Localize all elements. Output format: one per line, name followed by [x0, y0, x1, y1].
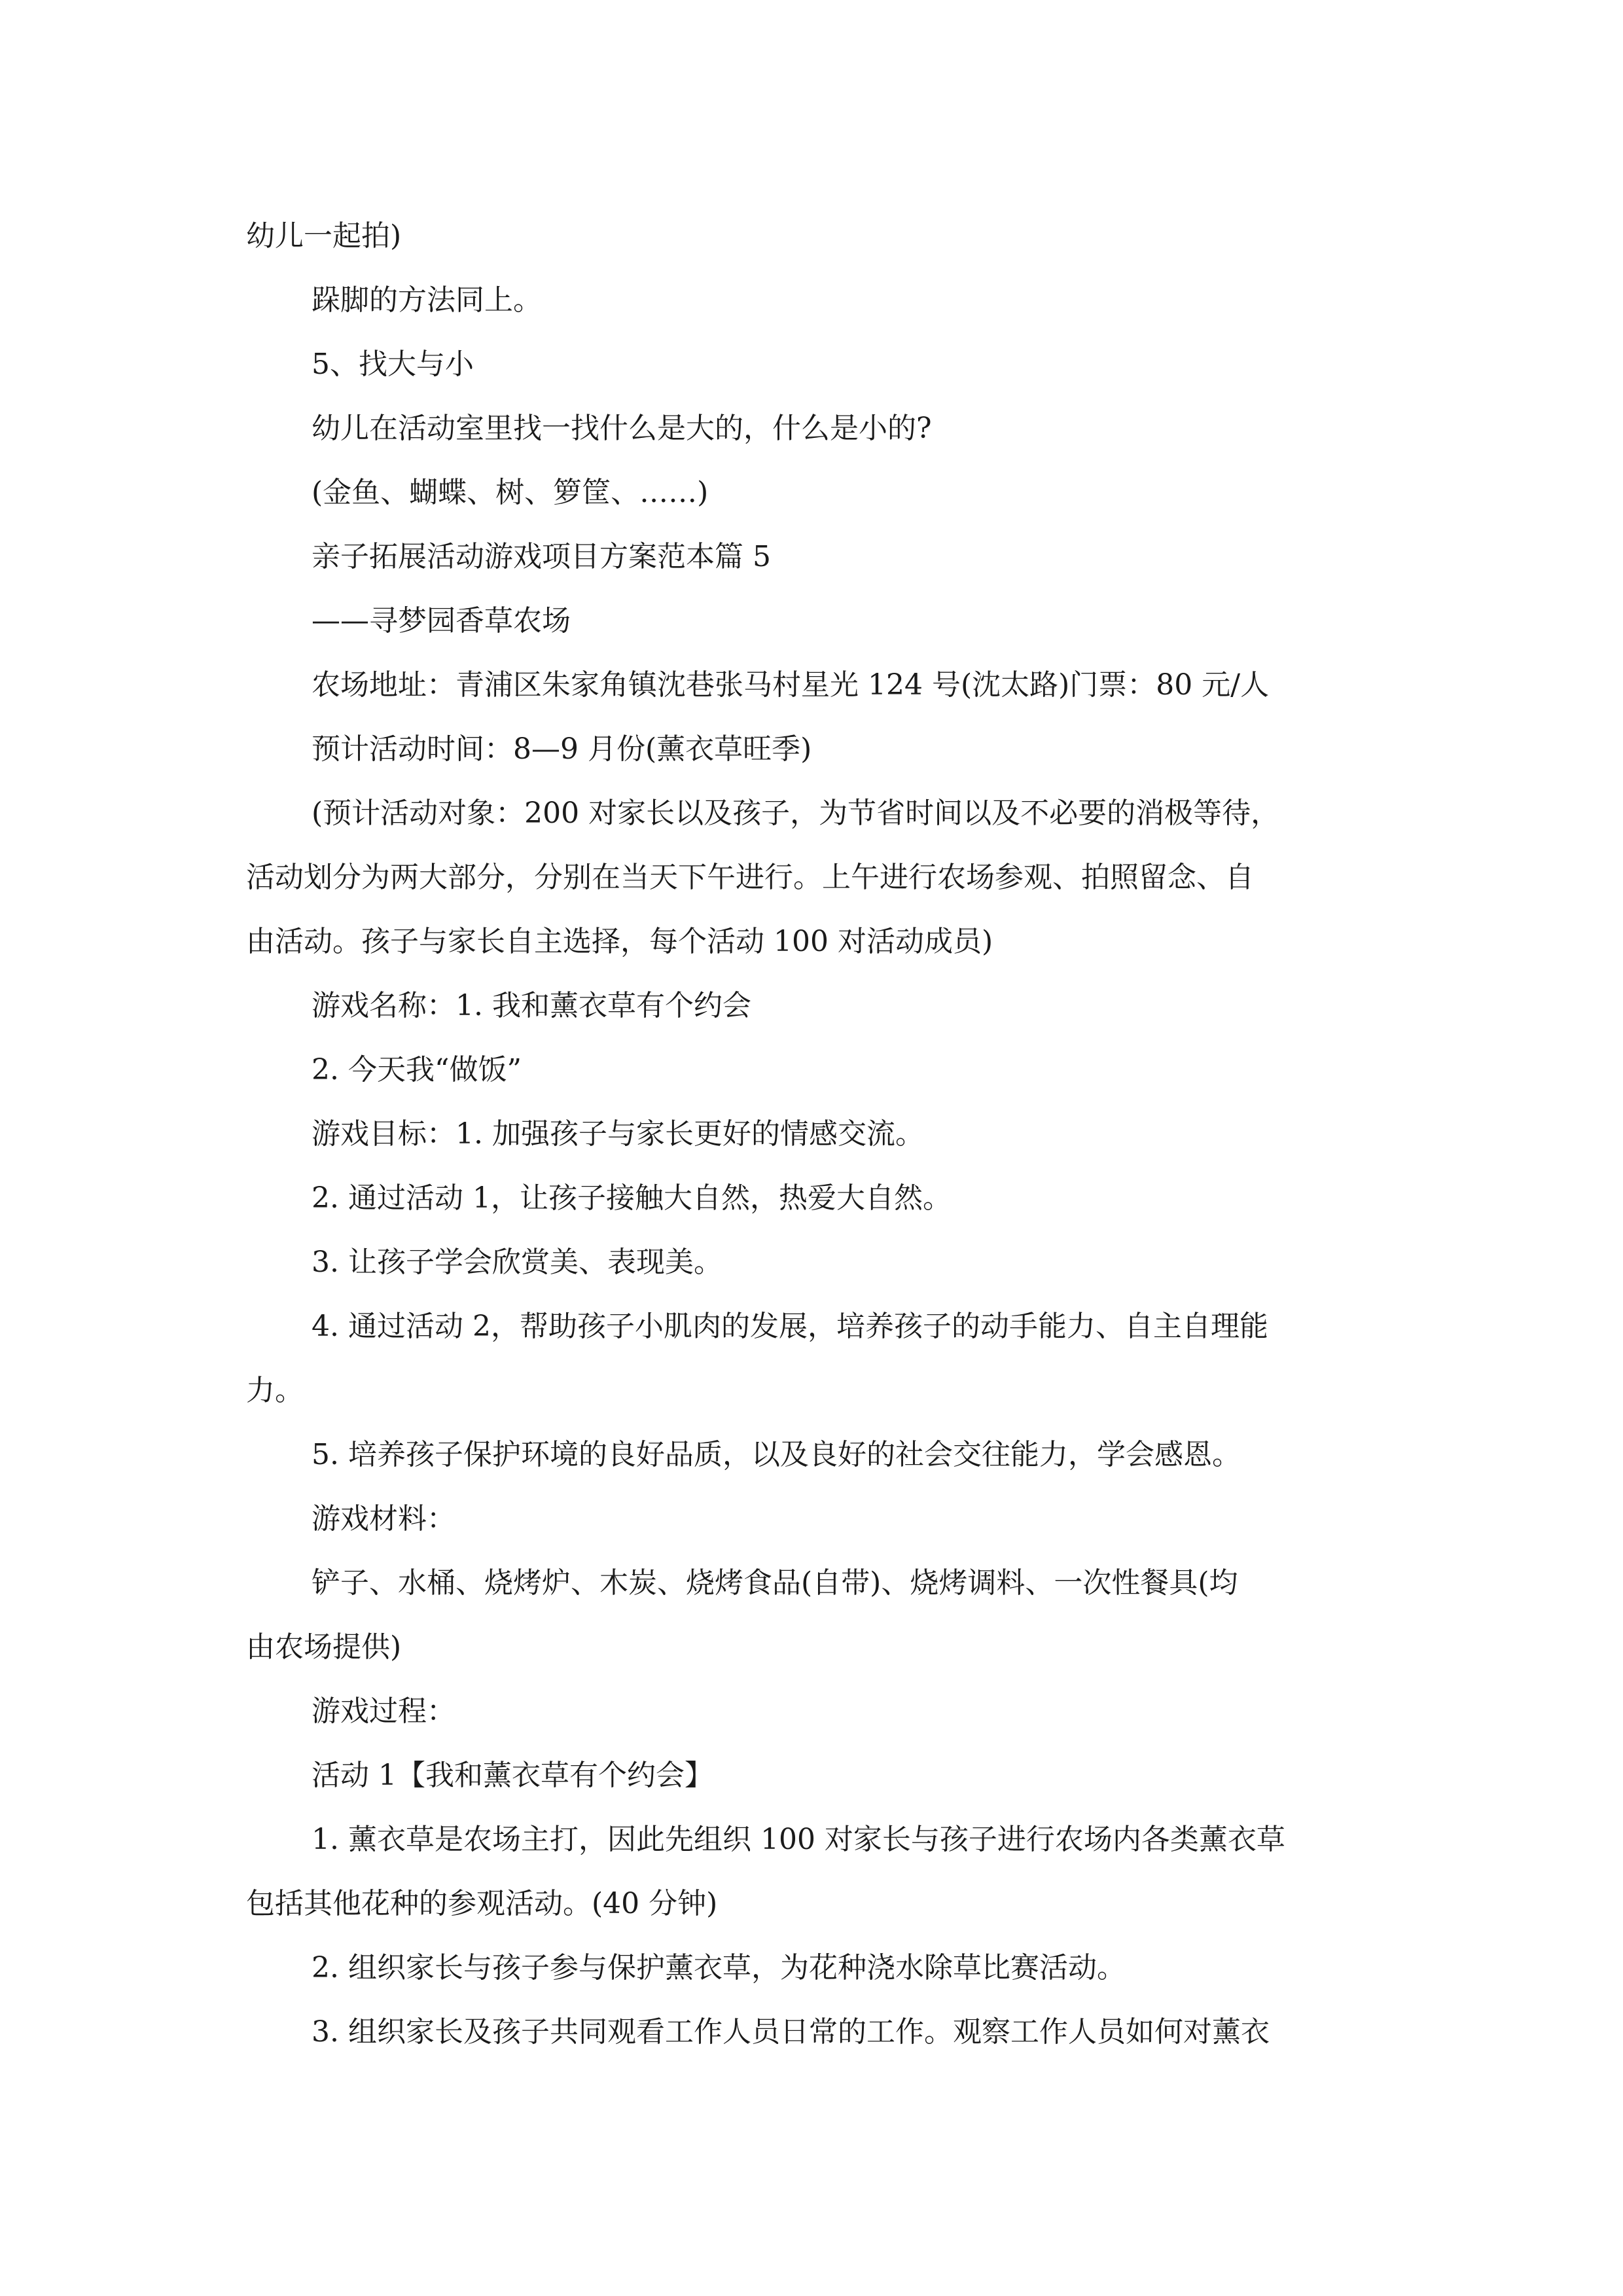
- game-name: 游戏名称：1. 我和薰衣草有个约会: [312, 989, 751, 1022]
- game-goal: 游戏目标：1. 加强孩子与家长更好的情感交流。: [312, 1117, 924, 1151]
- text-line: 活动划分为两大部分，分别在当天下午进行。上午进行农场参观、拍照留念、自: [246, 861, 1254, 894]
- paragraph: (预计活动对象：200 对家长以及孩子，为节省时间以及不必要的消极等待，: [312, 797, 1280, 830]
- section-heading: 5、找大与小: [312, 348, 474, 381]
- process-heading: 游戏过程：: [312, 1695, 455, 1728]
- paragraph: 幼儿在活动室里找一找什么是大的，什么是小的?: [312, 412, 932, 445]
- farm-address: 农场地址：青浦区朱家角镇沈巷张马村星光 124 号(沈太路)门票：80 元/人: [312, 668, 1270, 702]
- paragraph: 跺脚的方法同上。: [312, 283, 542, 317]
- paragraph: (金鱼、蝴蝶、树、箩筐、……): [312, 476, 709, 509]
- process-step: 1. 薰衣草是农场主打，因此先组织 100 对家长与孩子进行农场内各类薰衣草: [312, 1823, 1285, 1856]
- game-name-item: 2. 今天我“做饭”: [312, 1053, 522, 1086]
- text-line: 幼儿一起拍): [246, 219, 402, 253]
- materials-heading: 游戏材料：: [312, 1502, 455, 1535]
- activity-heading: 活动 1【我和薰衣草有个约会】: [312, 1759, 713, 1792]
- activity-time: 预计活动时间：8—9 月份(薰衣草旺季): [312, 732, 812, 766]
- text-line: 包括其他花种的参观活动。(40 分钟): [246, 1887, 718, 1920]
- materials-list: 铲子、水桶、烧烤炉、木炭、烧烤食品(自带)、烧烤调料、一次性餐具(均: [312, 1566, 1238, 1600]
- text-line: 由活动。孩子与家长自主选择，每个活动 100 对活动成员): [246, 925, 993, 958]
- text-line: 由农场提供): [246, 1630, 402, 1664]
- section-subtitle: ——寻梦园香草农场: [312, 604, 571, 637]
- process-step: 2. 组织家长与孩子参与保护薰衣草，为花种浇水除草比赛活动。: [312, 1951, 1126, 1984]
- document-body: [246, 204, 1393, 2064]
- game-goal-item: 5. 培养孩子保护环境的良好品质，以及良好的社会交往能力，学会感恩。: [312, 1438, 1241, 1471]
- game-goal-item: 2. 通过活动 1，让孩子接触大自然，热爱大自然。: [312, 1181, 952, 1215]
- section-title: 亲子拓展活动游戏项目方案范本篇 5: [312, 540, 771, 573]
- game-goal-item: 4. 通过活动 2，帮助孩子小肌肉的发展，培养孩子的动手能力、自主自理能: [312, 1310, 1268, 1343]
- text-line: 力。: [246, 1374, 304, 1407]
- process-step: 3. 组织家长及孩子共同观看工作人员日常的工作。观察工作人员如何对薰衣: [312, 2015, 1270, 2049]
- game-goal-item: 3. 让孩子学会欣赏美、表现美。: [312, 1246, 722, 1279]
